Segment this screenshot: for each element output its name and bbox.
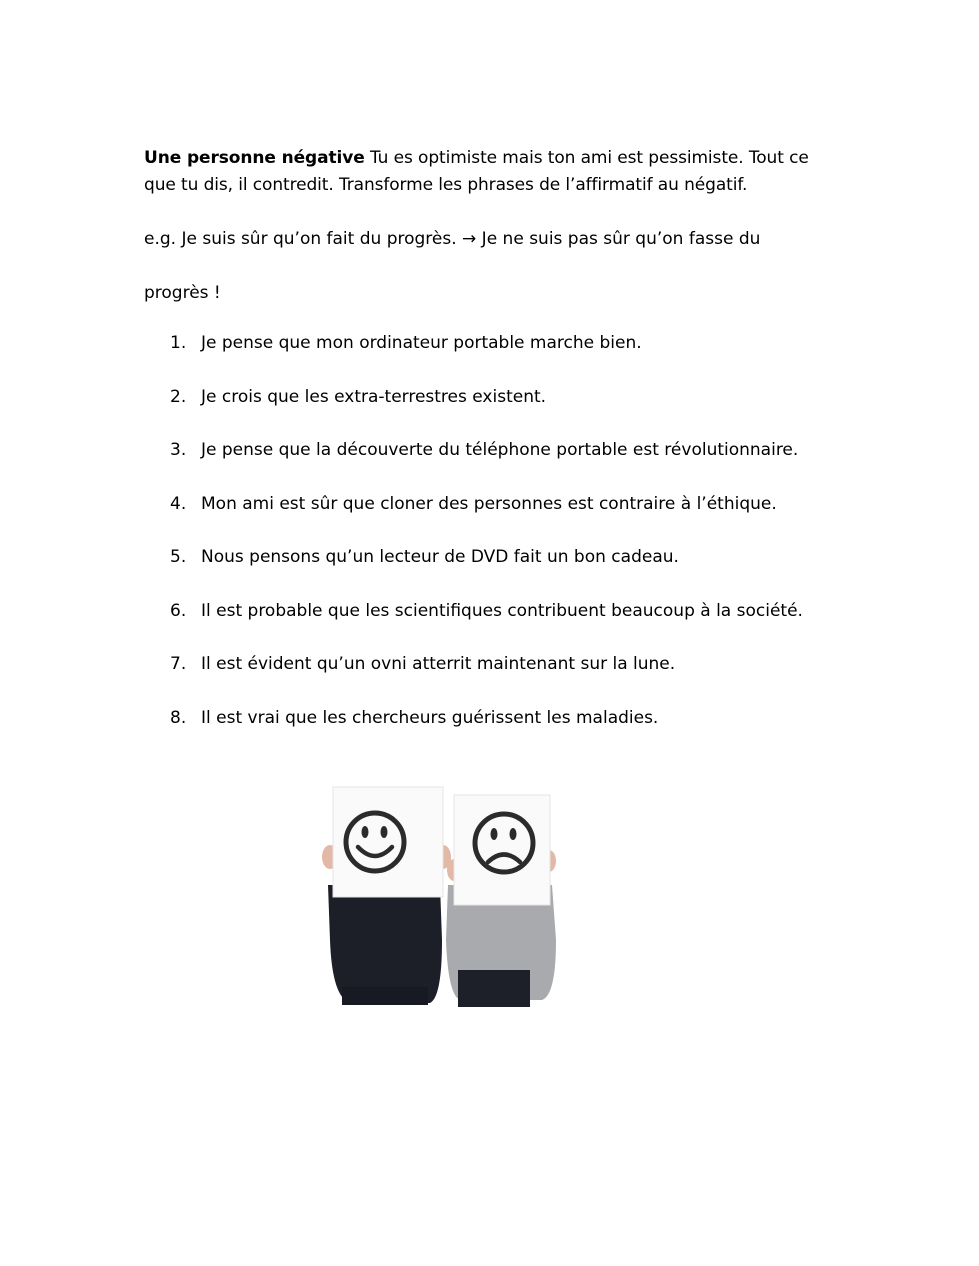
list-item-number: 6. [170, 600, 187, 621]
list-item-text: Je pense que mon ordinateur portable marche bien. [201, 333, 642, 353]
list-item-number: 4. [170, 493, 187, 514]
list-item-text: Il est probable que les scientifiques contribuent beaucoup à la société. [201, 600, 803, 621]
list-item [144, 437, 864, 491]
list-item [144, 651, 864, 705]
exercise-instructions: Tu es optimiste mais ton ami est pessimiste. Tout ce que tu dis, il contredit. Transforme les phrases de l’affirmatif au négatif. [144, 148, 809, 195]
list-item [144, 705, 864, 759]
list-item-number: 8. [170, 707, 187, 728]
happy-sad-illustration [320, 765, 575, 1007]
example-line-1: e.g. Je suis sûr qu’on fait du progrès. → Je ne suis pas sûr qu’on fasse du [144, 229, 761, 249]
list-item [144, 491, 864, 545]
sentence-list [144, 330, 864, 758]
list-item [144, 330, 864, 384]
list-item [144, 598, 864, 652]
list-item-text: Je crois que les extra-terrestres existent. [201, 386, 547, 407]
example-line-2: progrès ! [144, 283, 221, 303]
list-item-text: Nous pensons qu’un lecteur de DVD fait un bon cadeau. [201, 547, 679, 567]
list-item-number: 3. [170, 440, 187, 460]
list-item-text: Il est évident qu’un ovni atterrit maintenant sur la lune. [201, 654, 676, 674]
list-item-number: 5. [170, 547, 187, 567]
list-item [144, 544, 864, 598]
list-item-text: Je pense que la découverte du téléphone portable est révolutionnaire. [201, 440, 799, 460]
list-item-text: Il est vrai que les chercheurs guérissent les maladies. [201, 707, 659, 728]
list-item-number: 2. [170, 386, 187, 407]
list-item-number: 1. [170, 333, 187, 353]
happy-sad-photo [320, 765, 575, 1007]
intro-paragraph [144, 145, 844, 199]
list-item-text: Mon ami est sûr que cloner des personnes est contraire à l’éthique. [201, 493, 777, 514]
list-item [144, 384, 864, 438]
list-item-number: 7. [170, 654, 187, 674]
smiley-sign [333, 787, 443, 897]
sad-sign [454, 795, 550, 905]
exercise-title: Une personne négative [144, 148, 365, 168]
